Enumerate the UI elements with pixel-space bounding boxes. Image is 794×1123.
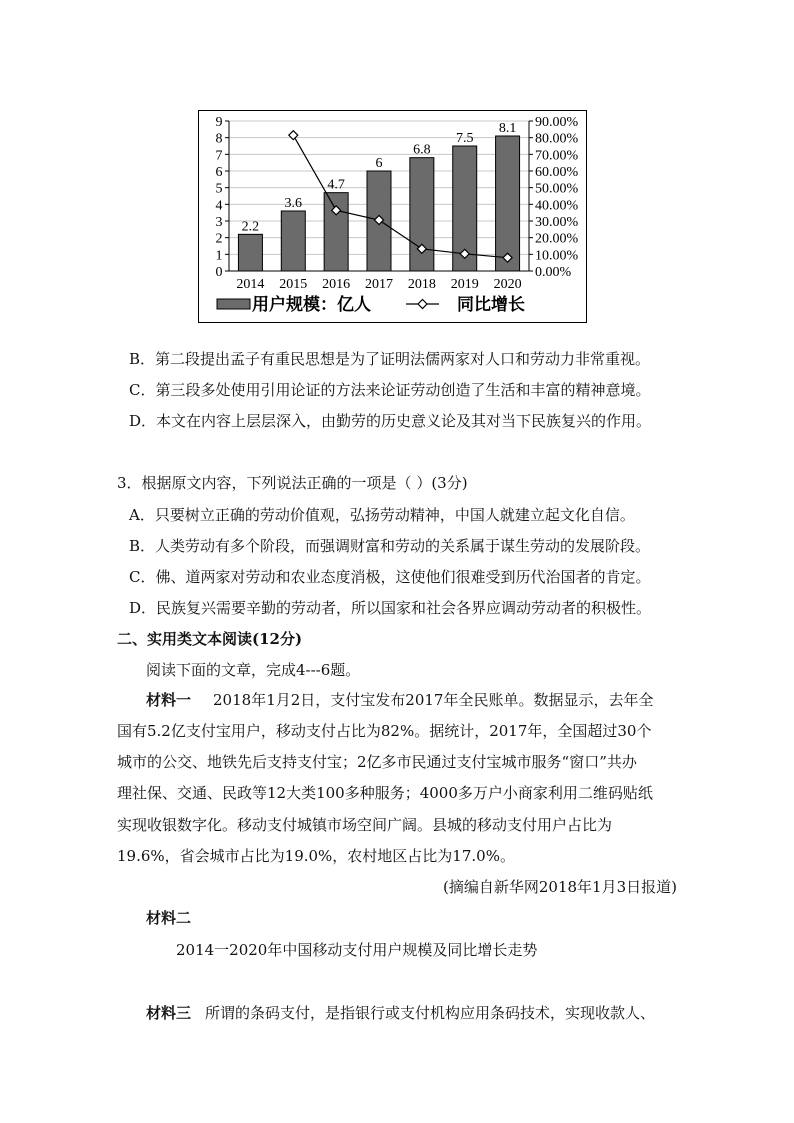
left-tick-label: 9 (215, 115, 223, 130)
material-1-label: 材料一 (146, 691, 192, 709)
left-tick-label: 7 (215, 148, 223, 164)
chart-frame (198, 110, 587, 323)
x-tick-label: 2020 (493, 277, 522, 292)
material-3-label: 材料三 (146, 1004, 192, 1022)
option-q3-c: C．佛、道两家对劳动和农业态度消极，这使他们很难受到历代治国者的肯定。 (129, 568, 651, 586)
material-1-source: (摘编自新华网2018年1月3日报道) (443, 878, 677, 896)
section-2-heading: 二、实用类文本阅读(12分) (117, 630, 303, 648)
question-3-stem: 3．根据原文内容，下列说法正确的一项是（ ）(3分) (117, 474, 468, 492)
right-tick-label: 0.00% (535, 265, 572, 280)
legend-bar-swatch (217, 299, 250, 309)
option-q2-d: D．本文在内容上层层深入，由勤劳的历史意义论及其对当下民族复兴的作用。 (129, 412, 652, 430)
section-2-instruction: 阅读下面的文章，完成4---6题。 (146, 661, 361, 679)
material-1-line-4: 理社保、交通、民政等12大类100多种服务；4000多万户小商家利用二维码贴纸 (117, 784, 653, 802)
right-tick-label: 20.00% (535, 231, 579, 247)
material-2-caption: 2014一2020年中国移动支付用户规模及同比增长走势 (176, 941, 538, 959)
mobile-payment-chart (199, 111, 588, 324)
option-q3-d: D．民族复兴需要辛勤的劳动者，所以国家和社会各界应调动劳动者的积极性。 (129, 599, 652, 617)
left-tick-label: 8 (215, 131, 223, 147)
left-tick-label: 1 (215, 248, 223, 264)
material-2-label: 材料二 (146, 909, 192, 927)
x-tick-label: 2014 (236, 277, 265, 292)
material-1-line-3: 城市的公交、地铁先后支持支付宝；2亿多市民通过支付宝城市服务“窗口”共办 (117, 753, 637, 771)
material-1-line-2: 国有5.2亿支付宝用户，移动支付占比为82%。据统计，2017年，全国超过30个 (117, 722, 652, 740)
bar (238, 234, 262, 271)
material-1-line-5: 实现收银数字化。移动支付城镇市场空间广阔。县城的移动支付用户占比为 (117, 816, 613, 834)
material-3-line-1 (146, 1003, 655, 1023)
option-q3-a: A．只要树立正确的劳动价值观，弘扬劳动精神，中国人就建立起文化自信。 (129, 506, 635, 524)
bar-value-label: 6.8 (413, 142, 431, 158)
bar (281, 211, 305, 271)
bar-value-label: 2.2 (241, 219, 260, 235)
left-tick-label: 5 (215, 181, 223, 197)
right-tick-label: 60.00% (535, 165, 579, 180)
option-q3-b: B．人类劳动有多个阶段，而强调财富和劳动的关系属于谋生劳动的发展阶段。 (129, 537, 651, 555)
bar-value-label: 6 (375, 156, 383, 171)
x-tick-label: 2015 (279, 277, 308, 292)
legend-bar-label: 用户规模：亿人 (252, 295, 371, 315)
growth-point (289, 131, 298, 140)
x-tick-label: 2017 (365, 277, 393, 292)
bar-value-label: 4.7 (327, 177, 345, 193)
right-tick-label: 50.00% (535, 181, 579, 197)
material-1-line-1 (146, 690, 653, 710)
option-q2-b: B．第二段提出孟子有重民思想是为了证明法儒两家对人口和劳动力非常重视。 (129, 350, 651, 368)
left-tick-label: 4 (215, 198, 223, 214)
right-tick-label: 40.00% (535, 198, 579, 214)
left-tick-label: 2 (215, 231, 223, 247)
left-tick-label: 3 (215, 215, 223, 230)
x-tick-label: 2016 (322, 277, 351, 292)
bar (496, 136, 520, 271)
bar (324, 193, 348, 271)
right-tick-label: 90.00% (535, 115, 579, 130)
material-1-line-6: 19.6%，省会城市占比为19.0%，农村地区占比为17.0%。 (117, 847, 515, 865)
right-tick-label: 70.00% (535, 148, 579, 164)
material-3-text: 所谓的条码支付，是指银行或支付机构应用条码技术，实现收款人、 (205, 1004, 656, 1022)
x-tick-label: 2019 (450, 277, 479, 292)
bar-value-label: 3.6 (284, 196, 303, 211)
right-tick-label: 80.00% (535, 131, 579, 147)
option-q2-c: C．第三段多处使用引用论证的方法来论证劳动创造了生活和丰富的精神意境。 (129, 381, 651, 399)
right-tick-label: 10.00% (535, 248, 579, 264)
left-tick-label: 6 (215, 165, 223, 180)
legend-line-label: 同比增长 (457, 295, 525, 315)
left-tick-label: 0 (215, 265, 223, 280)
right-tick-label: 30.00% (535, 215, 579, 230)
material-1-text-1: 2018年1月2日，支付宝发布2017年全民账单。数据显示，去年全 (213, 691, 654, 709)
bar-value-label: 8.1 (498, 121, 517, 136)
bar-value-label: 7.5 (455, 131, 474, 146)
x-tick-label: 2018 (407, 277, 436, 292)
legend-line-marker (418, 300, 427, 309)
